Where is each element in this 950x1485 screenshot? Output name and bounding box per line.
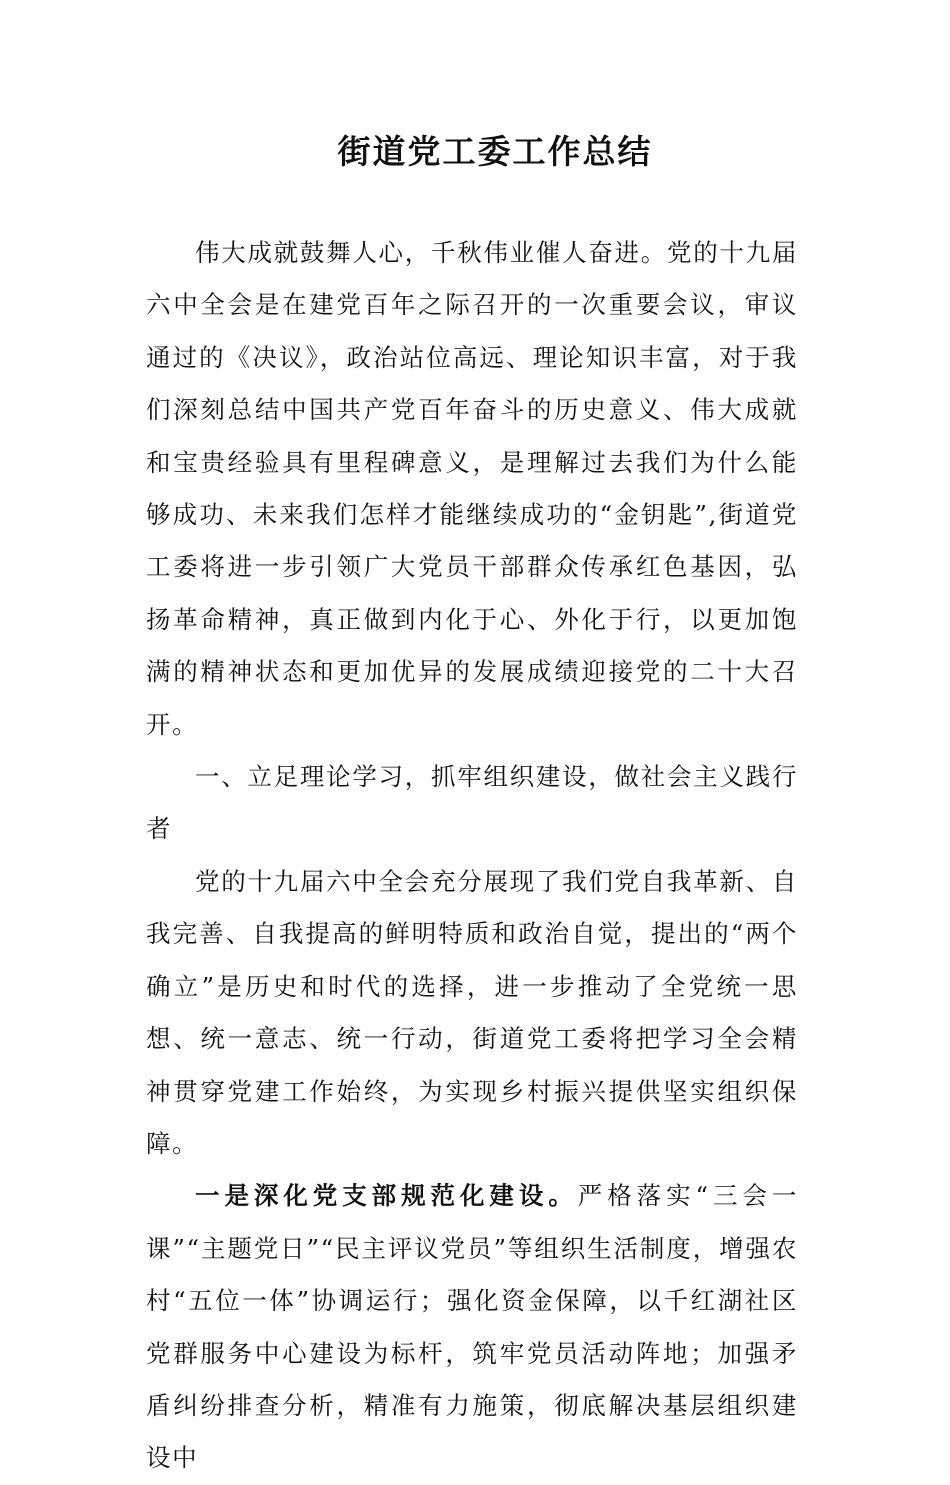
paragraph-section-1 (146, 856, 798, 1170)
document-body (146, 227, 798, 1485)
paragraph-intro (146, 227, 798, 751)
paragraph-section-1-text: 党的十九届六中全会充分展现了我们党自我革新、自我完善、自我提高的鲜明特质和政治自觉，提出的“两个确立”是历史和时代的选择，进一步推动了全党统一思想、统一意志、统一行动，街道党工委将把学习全会精神贯穿党建工作始终，为实现乡村振兴提供坚实组织保障。 (146, 866, 798, 1158)
section-heading-1-text: 一、立足理论学习，抓牢组织建设，做社会主义践行者 (146, 762, 798, 844)
paragraph-intro-text: 伟大成就鼓舞人心，千秋伟业催人奋进。党的十九届六中全会是在建党百年之际召开的一次重要会议，审议通过的《决议》，政治站位高远、理论知识丰富，对于我们深刻总结中国共产党百年奋斗的历史意义、伟大成就和宝贵经验具有里程碑意义，是理解过去我们为什么能够成功、未来我们怎样才能继续成功的“金钥匙”,街道党工委将进一步引领广大党员干部群众传承红色基因，弘扬革命精神，真正做到内化于心、外化于行，以更加饱满的精神状态和更加优异的发展成绩迎接党的二十大召开。 (146, 238, 798, 739)
paragraph-point-1-lead: 一是深化党支部规范化建设。 (195, 1181, 578, 1211)
section-heading-1 (146, 751, 798, 856)
paragraph-point-1 (146, 1170, 798, 1484)
paragraph-point-1-text: 严格落实“三会一课”“主题党日”“民主评议党员”等组织生活制度，增强农村“五位一体”协调运行；强化资金保障，以千红湖社区党群服务中心建设为标杆，筑牢党员活动阵地；加强矛盾纠纷排查分析，精准有力施策，彻底解决基层组织建设中 (146, 1181, 798, 1473)
document-title: 街道党工委工作总结 (337, 132, 653, 171)
